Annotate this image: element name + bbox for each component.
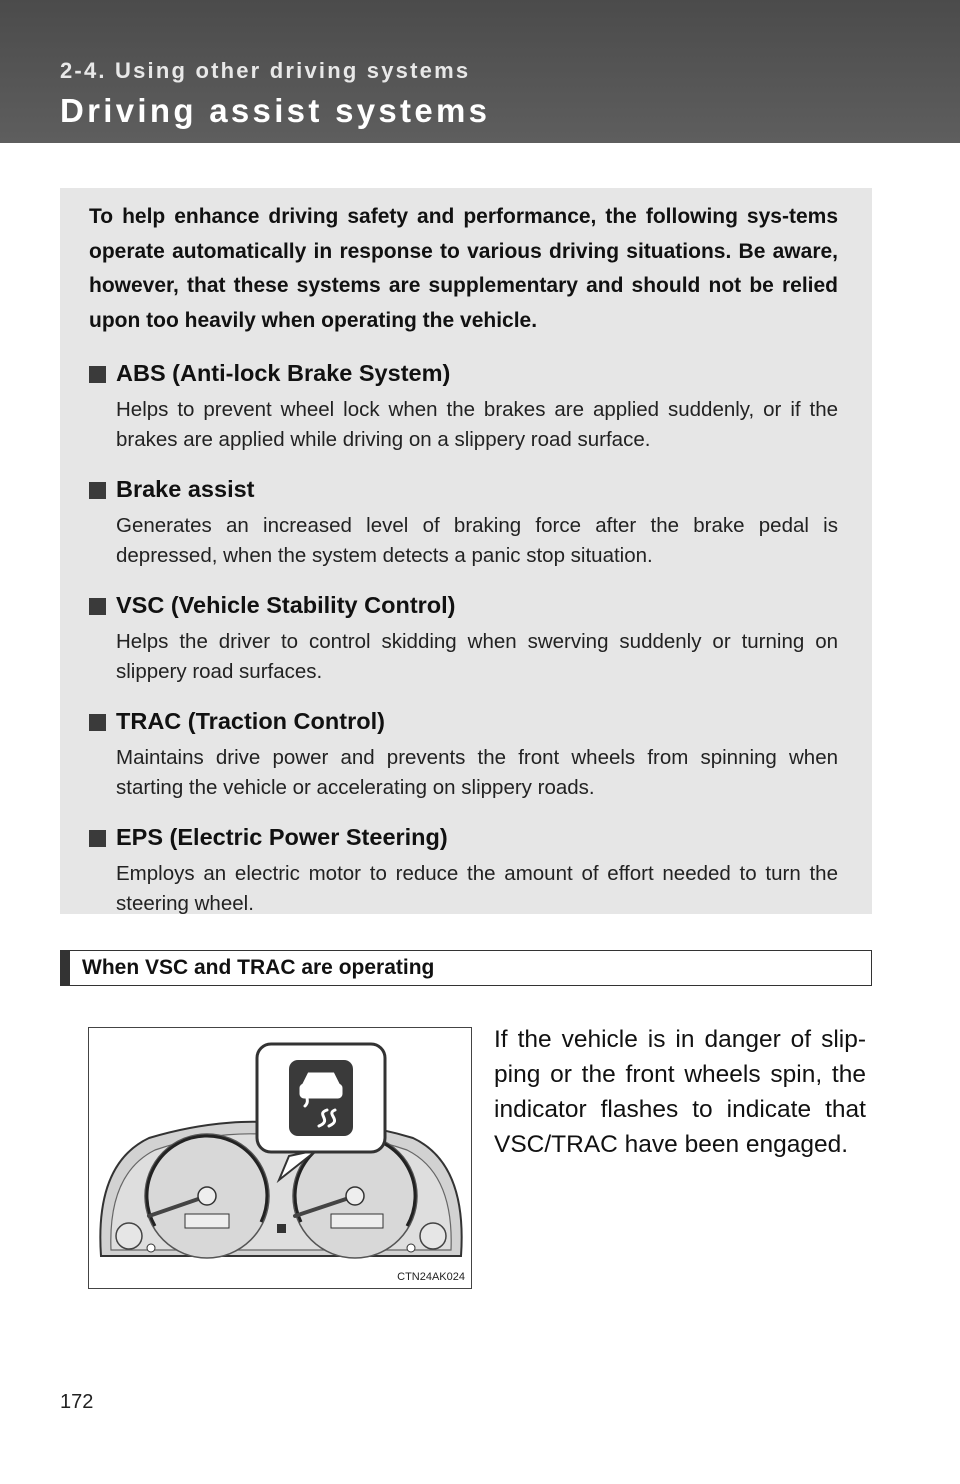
system-description: Helps to prevent wheel lock when the brakes are applied suddenly, or if the brakes are applied while driving on a slippery road surface.	[116, 398, 838, 451]
system-item-abs	[89, 358, 838, 454]
system-title: TRAC (Traction Control)	[116, 708, 385, 734]
square-bullet-icon	[89, 598, 106, 615]
system-description: Helps the driver to control skidding when swerving suddenly or turning on slippery road surfaces.	[116, 630, 838, 683]
system-title: VSC (Vehicle Stability Control)	[116, 592, 456, 618]
system-item-vsc	[89, 590, 838, 686]
system-item-trac	[89, 706, 838, 802]
square-bullet-icon	[89, 714, 106, 731]
system-description: Employs an electric motor to reduce the amount of effort needed to turn the steering wheel.	[116, 862, 838, 915]
instrument-cluster-figure	[88, 1027, 472, 1289]
system-title: EPS (Electric Power Steering)	[116, 824, 448, 850]
square-bullet-icon	[89, 366, 106, 383]
operating-description: If the vehicle is in danger of slip-ping or the front wheels spin, the indicator flashes to indicate that VSC/TRAC have been engaged.	[494, 1026, 866, 1158]
intro-box	[60, 188, 872, 914]
square-bullet-icon	[89, 482, 106, 499]
chapter-header	[0, 0, 960, 143]
section-heading: When VSC and TRAC are operating	[60, 950, 872, 986]
system-title: ABS (Anti-lock Brake System)	[116, 360, 451, 386]
page-number: 172	[60, 1391, 94, 1413]
intro-text: To help enhance driving safety and performance, the following sys-tems operate automatically in response to various driving situations. Be aware, however, that these systems are supplementary and should not be relied upon too heavily when operating the vehicle.	[89, 205, 838, 332]
square-bullet-icon	[89, 830, 106, 847]
section-label: 2-4. Using other driving systems	[60, 58, 471, 83]
system-title: Brake assist	[116, 476, 255, 502]
figure-code: CTN24AK024	[397, 1271, 465, 1283]
system-item-brake-assist	[89, 474, 838, 570]
page-title: Driving assist systems	[60, 92, 491, 129]
system-description: Maintains drive power and prevents the front wheels from spinning when starting the vehicle or accelerating on slippery roads.	[116, 746, 838, 799]
system-item-eps	[89, 822, 838, 918]
instrument-cluster-illustration	[89, 1028, 473, 1290]
system-description: Generates an increased level of braking force after the brake pedal is depressed, when the system detects a panic stop situation.	[116, 514, 838, 567]
